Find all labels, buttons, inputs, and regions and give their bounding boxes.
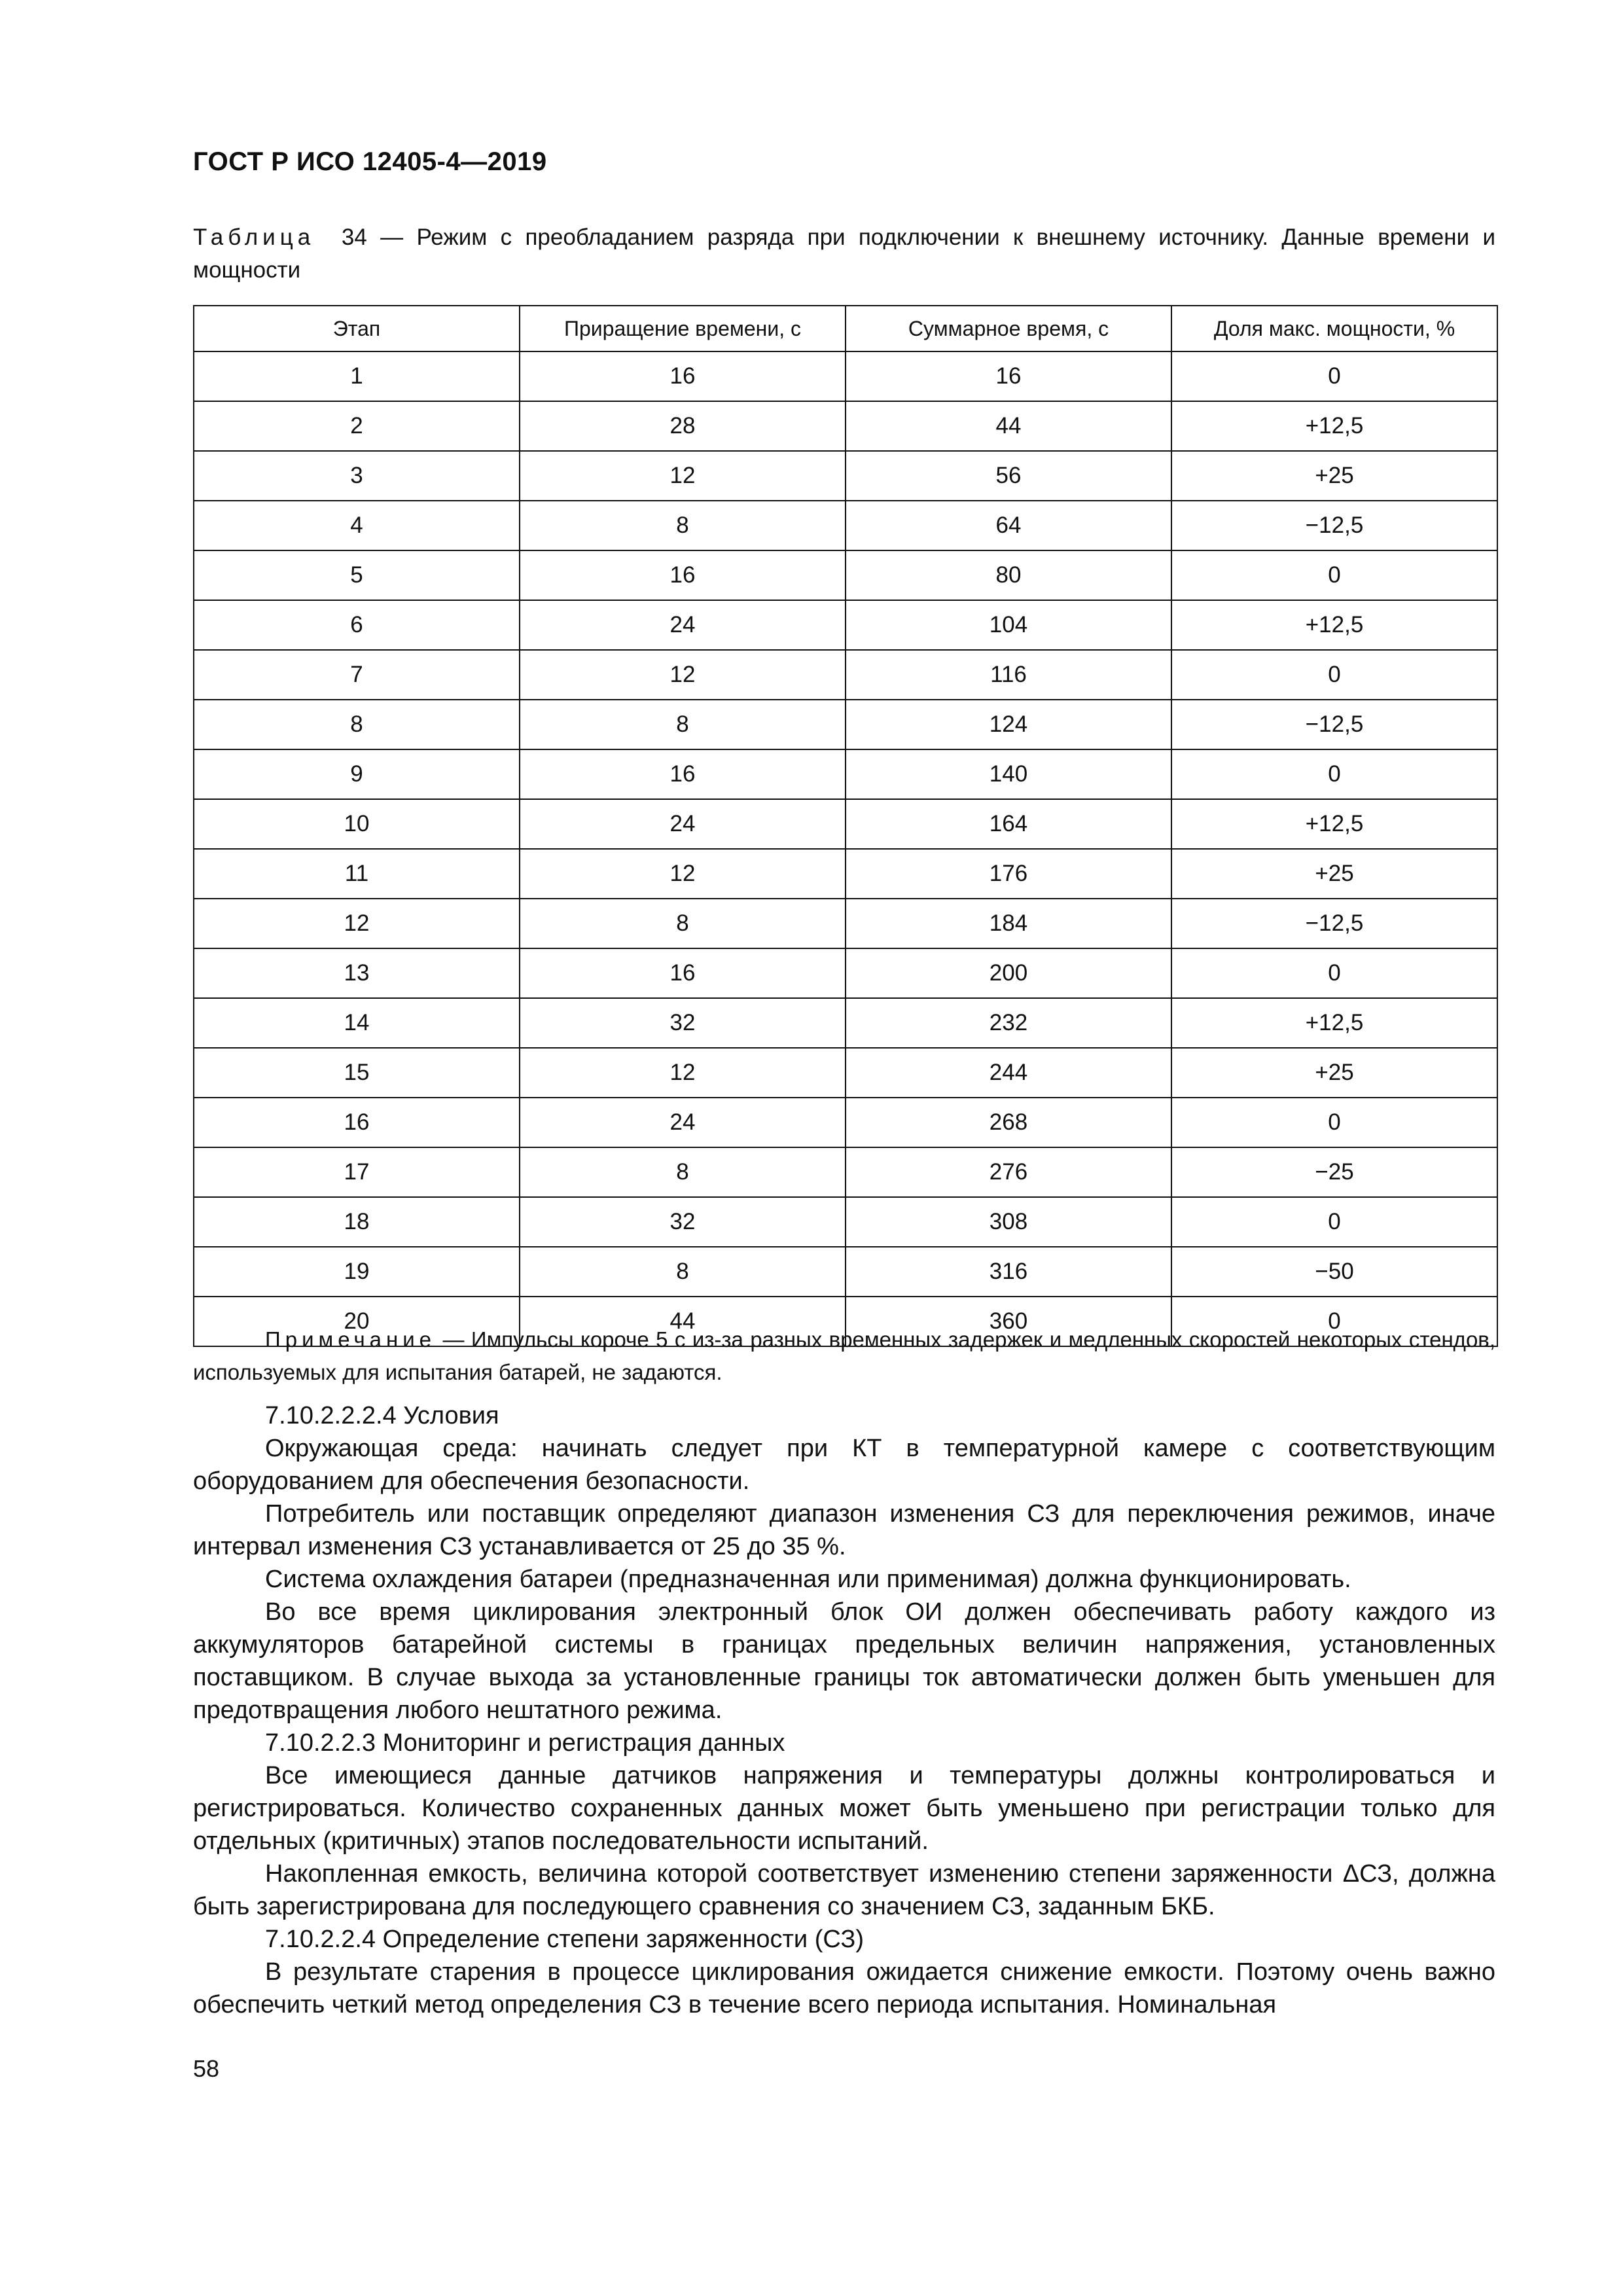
table-cell: 80	[846, 550, 1171, 600]
table-cell: 8	[520, 899, 846, 948]
table-cell: 0	[1171, 351, 1497, 401]
table-header-row	[194, 306, 1497, 351]
table-cell: −12,5	[1171, 700, 1497, 749]
table-caption-label: Таблица	[193, 224, 315, 250]
table-row	[194, 899, 1497, 948]
table-cell: 12	[194, 899, 520, 948]
table-cell: 268	[846, 1098, 1171, 1147]
column-header-stage: Этап	[194, 306, 520, 351]
table-cell: 176	[846, 849, 1171, 899]
table-cell: 104	[846, 600, 1171, 650]
table-cell: −25	[1171, 1147, 1497, 1197]
table-cell: 12	[520, 650, 846, 700]
table-cell: 16	[846, 351, 1171, 401]
table-cell: 116	[846, 650, 1171, 700]
table-row	[194, 351, 1497, 401]
table-row	[194, 401, 1497, 451]
table-cell: 8	[520, 501, 846, 550]
table-cell: 0	[1171, 1098, 1497, 1147]
paragraph: Потребитель или поставщик определяют диапазон изменения СЗ для переключения режимов, иначе интервал изменения СЗ устанавливается от 25 до 35 %.	[193, 1500, 1495, 1560]
table-cell: 164	[846, 799, 1171, 849]
table-cell: 11	[194, 849, 520, 899]
section-heading: 7.10.2.2.3 Мониторинг и регистрация данных	[265, 1729, 785, 1757]
table-cell: 16	[520, 351, 846, 401]
note-label: Примечание	[265, 1327, 437, 1352]
table-cell: 17	[194, 1147, 520, 1197]
table-caption-text: 34 — Режим с преобладанием разряда при подключении к внешнему источнику. Данные времени и мощности	[193, 224, 1495, 283]
table-cell: −50	[1171, 1247, 1497, 1297]
paragraph: В результате старения в процессе циклирования ожидается снижение емкости. Поэтому очень важно обеспечить четкий метод определения СЗ в течение всего периода испытания. Номинальная	[193, 1958, 1495, 2018]
paragraph: Система охлаждения батареи (предназначенная или применимая) должна функционировать.	[265, 1566, 1351, 1593]
table-cell: 10	[194, 799, 520, 849]
table-cell: 9	[194, 749, 520, 799]
table-cell: 8	[520, 700, 846, 749]
table-cell: 360	[846, 1297, 1171, 1346]
table-cell: 6	[194, 600, 520, 650]
table-cell: 16	[520, 948, 846, 998]
table-cell: +12,5	[1171, 600, 1497, 650]
table-cell: 16	[520, 550, 846, 600]
table-row	[194, 501, 1497, 550]
table-cell: 44	[846, 401, 1171, 451]
table-cell: 8	[194, 700, 520, 749]
table-row	[194, 550, 1497, 600]
table-cell: 16	[520, 749, 846, 799]
page-number: 58	[193, 2055, 220, 2082]
table-cell: 64	[846, 501, 1171, 550]
table-cell: 0	[1171, 650, 1497, 700]
table-cell: 0	[1171, 948, 1497, 998]
table-cell: 0	[1171, 550, 1497, 600]
table-cell: 316	[846, 1247, 1171, 1297]
table-cell: 56	[846, 451, 1171, 501]
table-row	[194, 799, 1497, 849]
table-cell: 28	[520, 401, 846, 451]
note-text: — Импульсы короче 5 с из-за разных временных задержек и медленных скоростей некоторых стендов, используемых для испытания батарей, не задаются.	[193, 1327, 1495, 1384]
table-row	[194, 849, 1497, 899]
table-note	[193, 1323, 1495, 1389]
table-cell: 12	[520, 1048, 846, 1098]
table-row	[194, 451, 1497, 501]
table-row	[194, 1048, 1497, 1098]
table-row	[194, 1247, 1497, 1297]
table-cell: 24	[520, 1098, 846, 1147]
table-cell: 24	[520, 799, 846, 849]
table-cell: 18	[194, 1197, 520, 1247]
table-cell: 3	[194, 451, 520, 501]
table-row	[194, 650, 1497, 700]
table-cell: 44	[520, 1297, 846, 1346]
table-cell: 5	[194, 550, 520, 600]
table-cell: 308	[846, 1197, 1171, 1247]
table-row	[194, 948, 1497, 998]
table-cell: 2	[194, 401, 520, 451]
table-cell: 19	[194, 1247, 520, 1297]
table-row	[194, 1098, 1497, 1147]
section-heading: 7.10.2.2.2.4 Условия	[265, 1402, 499, 1429]
table-cell: +25	[1171, 1048, 1497, 1098]
column-header-time-increment: Приращение времени, с	[520, 306, 846, 351]
document-header: ГОСТ Р ИСО 12405-4—2019	[193, 147, 547, 176]
section-heading: 7.10.2.2.4 Определение степени заряженности (СЗ)	[265, 1926, 864, 1953]
table-cell: 8	[520, 1247, 846, 1297]
table-cell: 15	[194, 1048, 520, 1098]
table-cell: 0	[1171, 1197, 1497, 1247]
paragraph: Во все время циклирования электронный блок ОИ должен обеспечивать работу каждого из аккумуляторов батарейной системы в границах предельных величин напряжения, установленных поставщиком. В случае выхода за установленные границы ток автоматически должен быть уменьшен для предотвращения любого нештатного режима.	[193, 1598, 1495, 1724]
table-cell: 124	[846, 700, 1171, 749]
table-cell: 20	[194, 1297, 520, 1346]
table-cell: 140	[846, 749, 1171, 799]
table-cell: 244	[846, 1048, 1171, 1098]
table-row	[194, 749, 1497, 799]
body-text	[193, 1399, 1495, 2021]
table-cell: 8	[520, 1147, 846, 1197]
table-cell: 12	[520, 451, 846, 501]
table-cell: 32	[520, 998, 846, 1048]
table-cell: +25	[1171, 451, 1497, 501]
table-cell: 16	[194, 1098, 520, 1147]
table-cell: +12,5	[1171, 401, 1497, 451]
table-cell: 0	[1171, 749, 1497, 799]
table-cell: 4	[194, 501, 520, 550]
paragraph: Все имеющиеся данные датчиков напряжения и температуры должны контролироваться и регистрироваться. Количество сохраненных данных может быть уменьшено при регистрации только для отдельных (критичных) этапов последовательности испытаний.	[193, 1762, 1495, 1855]
table-cell: 32	[520, 1197, 846, 1247]
table-cell: 12	[520, 849, 846, 899]
table-caption	[193, 221, 1495, 287]
table-row	[194, 998, 1497, 1048]
table-row	[194, 1147, 1497, 1197]
table-cell: 14	[194, 998, 520, 1048]
table-cell: −12,5	[1171, 899, 1497, 948]
column-header-total-time: Суммарное время, с	[846, 306, 1171, 351]
table-cell: +12,5	[1171, 799, 1497, 849]
table-cell: 13	[194, 948, 520, 998]
table-cell: 0	[1171, 1297, 1497, 1346]
table-row	[194, 700, 1497, 749]
table-cell: −12,5	[1171, 501, 1497, 550]
table-row	[194, 1197, 1497, 1247]
table-cell: +12,5	[1171, 998, 1497, 1048]
paragraph: Накопленная емкость, величина которой соответствует изменению степени заряженности ΔСЗ, должна быть зарегистрирована для последующего сравнения со значением СЗ, заданным БКБ.	[193, 1860, 1495, 1920]
table-cell: +25	[1171, 849, 1497, 899]
column-header-power-share: Доля макс. мощности, %	[1171, 306, 1497, 351]
table-cell: 184	[846, 899, 1171, 948]
paragraph: Окружающая среда: начинать следует при КТ в температурной камере с соответствующим оборудованием для обеспечения безопасности.	[193, 1435, 1495, 1495]
table-cell: 7	[194, 650, 520, 700]
table-cell: 1	[194, 351, 520, 401]
table-cell: 200	[846, 948, 1171, 998]
table-row	[194, 600, 1497, 650]
table-cell: 232	[846, 998, 1171, 1048]
data-table	[193, 305, 1498, 1347]
table-cell: 276	[846, 1147, 1171, 1197]
table-cell: 24	[520, 600, 846, 650]
